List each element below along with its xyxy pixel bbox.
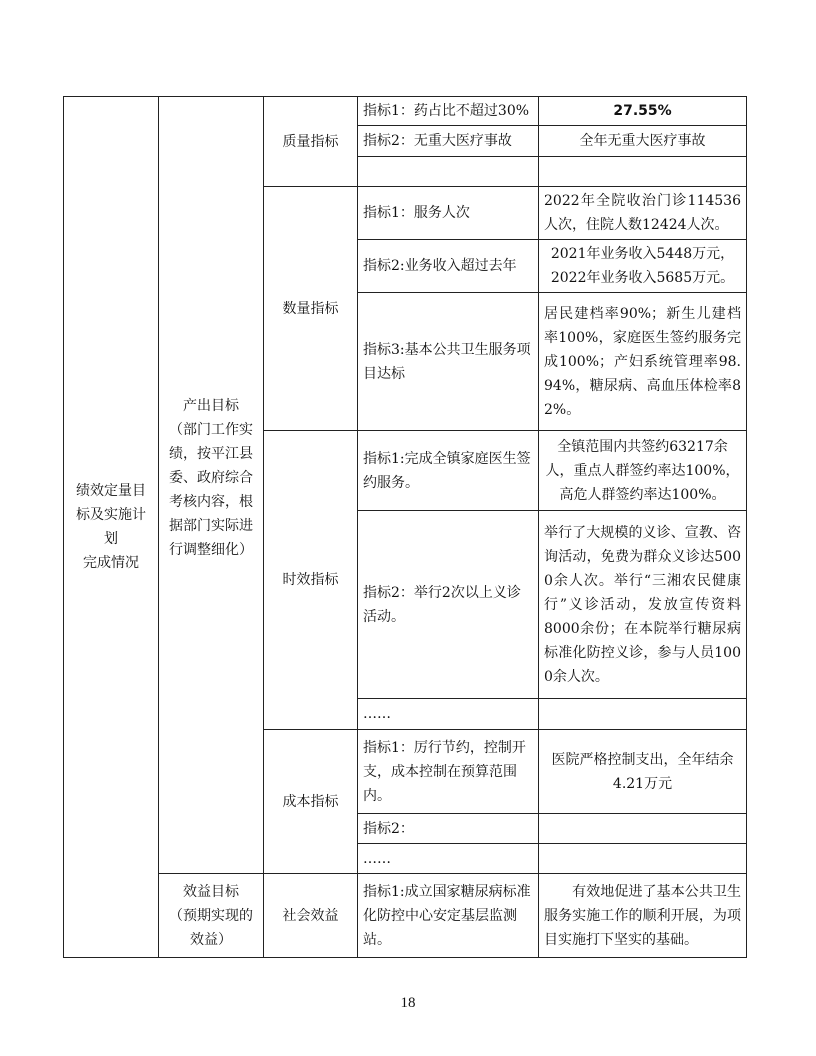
quantity-result-2-line: 2021年业务收入5448万元， bbox=[550, 246, 735, 262]
benefit-goal-line: 效益） bbox=[190, 931, 232, 948]
timeliness-result-1: 全镇范围内共签约63217余人，重点人群签约率达100%，高危人群签约率达100%。 bbox=[539, 431, 747, 511]
timeliness-indicator-label: 时效指标 bbox=[264, 431, 358, 730]
performance-table bbox=[63, 96, 755, 958]
timeliness-indicator-2: 指标2：举行2次以上义诊活动。 bbox=[358, 511, 539, 699]
cost-result-1-line: 医院严格控制支出，全年结余 bbox=[551, 751, 734, 768]
quality-result-2: 全年无重大医疗事故 bbox=[539, 126, 747, 157]
benefit-goal-line: （预期实现的 bbox=[169, 907, 253, 924]
page-number: 18 bbox=[400, 995, 416, 1011]
cost-indicator-2: 指标2： bbox=[358, 814, 539, 844]
cost-result-1 bbox=[539, 730, 747, 814]
section-title-line: 绩效定量目 bbox=[76, 483, 146, 499]
section-title-line: 标及实施计 bbox=[76, 507, 146, 523]
section-title-line: 完成情况 bbox=[83, 555, 139, 571]
cost-result-1-line: 4.21万元 bbox=[612, 775, 673, 792]
output-goal-line: 委、政府综合 bbox=[169, 470, 253, 486]
quantity-indicator-2: 指标2:业务收入超过去年 bbox=[358, 240, 539, 293]
quality-indicator-label: 质量指标 bbox=[264, 97, 358, 187]
section-title-cell bbox=[64, 97, 159, 958]
cost-indicator-label: 成本指标 bbox=[264, 730, 358, 874]
quantity-result-1: 2022年全院收治门诊114536人次，住院人数12424人次。 bbox=[539, 187, 747, 240]
benefit-goal-cell bbox=[159, 874, 264, 958]
timeliness-indicator-3: …… bbox=[358, 699, 539, 730]
output-goal-line: 考核内容，根 bbox=[169, 494, 253, 510]
quality-indicator-3 bbox=[358, 157, 539, 187]
quality-result-3 bbox=[539, 157, 747, 187]
benefit-goal-line: 效益目标 bbox=[183, 883, 239, 900]
output-goal-line: 绩，按平江县 bbox=[169, 446, 253, 462]
quantity-indicator-3: 指标3:基本公共卫生服务项目达标 bbox=[358, 293, 539, 431]
output-goal-line: （部门工作实 bbox=[169, 422, 253, 438]
cost-indicator-1: 指标1：厉行节约，控制开支，成本控制在预算范围内。 bbox=[358, 730, 539, 814]
quantity-result-3: 居民建档率90%；新生儿建档率100%，家庭医生签约服务完成100%；产妇系统管理率98.94%，糖尿病、高血压体检率82%。 bbox=[539, 293, 747, 431]
social-result-1: 有效地促进了基本公共卫生服务实施工作的顺利开展，为项目实施打下坚实的基础。 bbox=[539, 874, 747, 958]
social-benefit-label: 社会效益 bbox=[264, 874, 358, 958]
quantity-indicator-1: 指标1：服务人次 bbox=[358, 187, 539, 240]
cost-indicator-3: …… bbox=[358, 844, 539, 874]
timeliness-result-3 bbox=[539, 699, 747, 730]
output-goal-line: 据部门实际进 bbox=[169, 518, 253, 534]
quality-indicator-1: 指标1：药占比不超过30% bbox=[358, 97, 539, 126]
cost-result-3 bbox=[539, 844, 747, 874]
social-indicator-1: 指标1:成立国家糖尿病标准化防控中心安定基层监测站。 bbox=[358, 874, 539, 958]
quality-indicator-2: 指标2：无重大医疗事故 bbox=[358, 126, 539, 157]
quantity-indicator-label: 数量指标 bbox=[264, 187, 358, 431]
output-goal-cell bbox=[159, 97, 264, 874]
timeliness-result-2: 举行了大规模的义诊、宣教、咨询活动，免费为群众义诊达5000余人次。举行“三湘农民健康行”义诊活动，发放宣传资料 8000余份；在本院举行糖尿病标准化防控义诊，参与人员1000余人次。 bbox=[539, 511, 747, 699]
output-goal-line: 产出目标 bbox=[183, 398, 239, 414]
quantity-result-2-line: 2022年业务收入5685万元。 bbox=[550, 270, 735, 286]
quantity-result-2 bbox=[539, 240, 747, 293]
cost-result-2 bbox=[539, 814, 747, 844]
output-goal-line: 行调整细化） bbox=[169, 542, 253, 558]
section-title-line: 划 bbox=[104, 531, 118, 547]
quality-result-1: 27.55% bbox=[539, 97, 747, 126]
timeliness-indicator-1: 指标1:完成全镇家庭医生签约服务。 bbox=[358, 431, 539, 511]
